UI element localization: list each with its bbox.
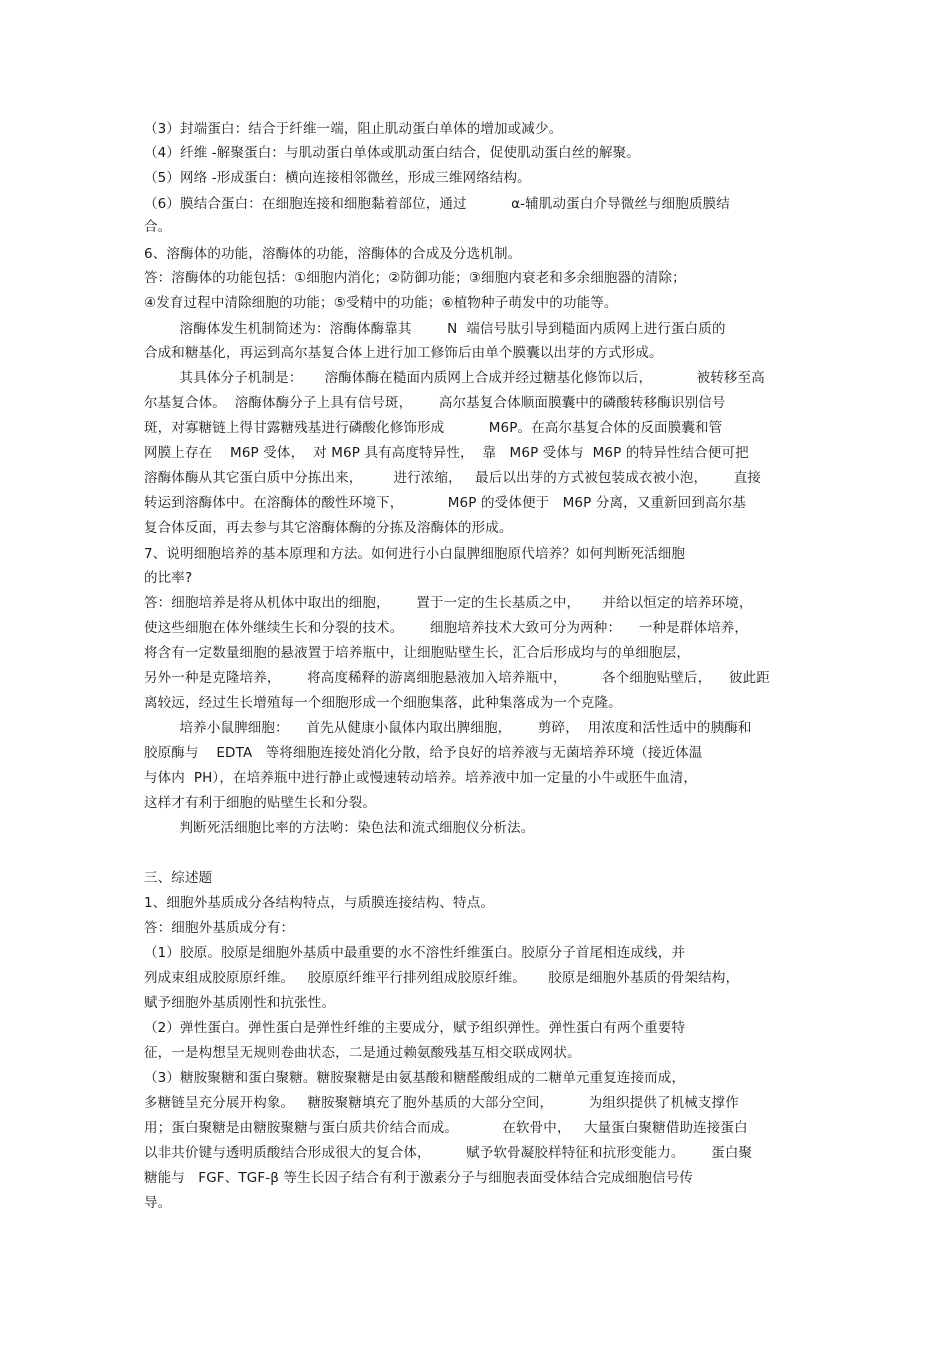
text-line: 合成和糖基化，再运到高尔基复合体上进行加工修饰后由单个膜囊以出芽的方式形成。: [144, 345, 663, 361]
text-line: 离较远，经过生长增殖每一个细胞形成一个细胞集落，此种集落成为一个克隆。: [144, 695, 622, 711]
text-line: ④发育过程中清除细胞的功能；⑤受精中的功能；⑥植物种子萌发中的功能等。: [144, 295, 618, 311]
question-heading: 6、溶酶体的功能，溶酶体的功能，溶酶体的合成及分选机制。: [144, 246, 522, 262]
text-line: （4）纤维 -解聚蛋白：与肌动蛋白单体或肌动蛋白结合，促使肌动蛋白丝的解聚。: [144, 145, 640, 161]
text-line: 赋予细胞外基质刚性和抗张性。: [144, 995, 336, 1011]
text-line: 转运到溶酶体中。在溶酶体的酸性环境下， M6P 的受体便于 M6P 分离，又重新回到高尔基: [144, 495, 747, 511]
text-line: 以非共价键与透明质酸结合形成很大的复合体， 赋予软骨凝胶样特征和抗形变能力。 蛋白聚: [144, 1145, 753, 1161]
text-line: 征，一是构想呈无规则卷曲状态，二是通过赖氨酸残基互相交联成网状。: [144, 1045, 581, 1061]
text-line: 网膜上存在 M6P 受体， 对 M6P 具有高度特异性， 靠 M6P 受体与 M6P 的特异性结合便可把: [144, 445, 749, 461]
text-line: 复合体反面，再去参与其它溶酶体酶的分拣及溶酶体的形成。: [144, 520, 513, 536]
text-line: （5）网络 -形成蛋白：横向连接相邻微丝，形成三维网络结构。: [144, 170, 531, 186]
text-line: 列成束组成胶原原纤维。 胶原原纤维平行排列组成胶原纤维。 胶原是细胞外基质的骨架结构，: [144, 970, 740, 986]
section-heading: 三、综述题: [144, 870, 213, 886]
text-line: 答：溶酶体的功能包括：①细胞内消化；②防御功能；③细胞内衰老和多余细胞器的清除；: [144, 270, 686, 286]
text-line: 培养小鼠脾细胞： 首先从健康小鼠体内取出脾细胞， 剪碎， 用浓度和活性适中的胰酶和: [144, 720, 752, 736]
text-line: 使这些细胞在体外继续生长和分裂的技术。 细胞培养技术大致可分为两种： 一种是群体培养，: [144, 620, 749, 636]
text-line: 尔基复合体。 溶酶体酶分子上具有信号斑， 高尔基复合体顺面膜囊中的磷酸转移酶识别信号: [144, 395, 726, 411]
text-line: 糖能与 FGF、TGF-β 等生长因子结合有利于激素分子与细胞表面受体结合完成细胞信号传: [144, 1170, 694, 1186]
text-line: 答：细胞外基质成分有：: [144, 920, 295, 936]
text-line: 合。: [144, 219, 172, 235]
text-line: 与体内 PH），在培养瓶中进行静止或慢速转动培养。培养液中加一定量的小牛或胚牛血清，: [144, 770, 698, 786]
question-heading: 1、细胞外基质成分各结构特点，与质膜连接结构、特点。: [144, 895, 494, 911]
text-line: 溶酶体发生机制简述为：溶酶体酶靠其 N 端信号肽引导到糙面内质网上进行蛋白质的: [144, 321, 726, 337]
text-line: （3）封端蛋白：结合于纤维一端，阻止肌动蛋白单体的增加或减少。: [144, 121, 563, 137]
text-line: 判断死活细胞比率的方法哟：染色法和流式细胞仪分析法。: [144, 820, 535, 836]
text-line: （3）糖胺聚糖和蛋白聚糖。糖胺聚糖是由氨基酸和糖醛酸组成的二糖单元重复连接而成，: [144, 1070, 686, 1086]
text-line: 导。: [144, 1195, 172, 1211]
question-heading: 的比率?: [144, 570, 193, 586]
text-line: 将含有一定数量细胞的悬液置于培养瓶中，让细胞贴壁生长，汇合后形成均与的单细胞层，: [144, 645, 690, 661]
text-line: （6）膜结合蛋白：在细胞连接和细胞黏着部位，通过 α-辅肌动蛋白介导微丝与细胞质膜结: [144, 196, 730, 212]
text-line: 另外一种是克隆培养， 将高度稀释的游离细胞悬液加入培养瓶中， 各个细胞贴壁后， 彼此距: [144, 670, 770, 686]
text-line: 斑，对寡糖链上得甘露糖残基进行磷酸化修饰形成 M6P。在高尔基复合体的反面膜囊和管: [144, 420, 723, 436]
text-line: （2）弹性蛋白。弹性蛋白是弹性纤维的主要成分，赋予组织弹性。弹性蛋白有两个重要特: [144, 1020, 686, 1036]
text-line: 用；蛋白聚糖是由糖胺聚糖与蛋白质共价结合而成。 在软骨中， 大量蛋白聚糖借助连接蛋白: [144, 1120, 748, 1136]
text-line: 胶原酶与 EDTA 等将细胞连接处消化分散，给予良好的培养液与无菌培养环境（接近体温: [144, 745, 703, 761]
text-line: 答：细胞培养是将从机体中取出的细胞， 置于一定的生长基质之中， 并给以恒定的培养环境，: [144, 595, 753, 611]
text-line: 这样才有利于细胞的贴壁生长和分裂。: [144, 795, 377, 811]
text-line: 溶酶体酶从其它蛋白质中分拣出来， 进行浓缩， 最后以出芽的方式被包装成衣被小泡， 直接: [144, 470, 762, 486]
question-heading: 7、说明细胞培养的基本原理和方法。如何进行小白鼠脾细胞原代培养？如何判断死活细胞: [144, 546, 686, 562]
text-line: 其具体分子机制是： 溶酶体酶在糙面内质网上合成并经过糖基化修饰以后， 被转移至高: [144, 370, 765, 386]
text-line: （1）胶原。胶原是细胞外基质中最重要的水不溶性纤维蛋白。胶原分子首尾相连成线，并: [144, 945, 686, 961]
text-line: 多糖链呈充分展开构象。 糖胺聚糖填充了胞外基质的大部分空间， 为组织提供了机械支撑作: [144, 1095, 739, 1111]
